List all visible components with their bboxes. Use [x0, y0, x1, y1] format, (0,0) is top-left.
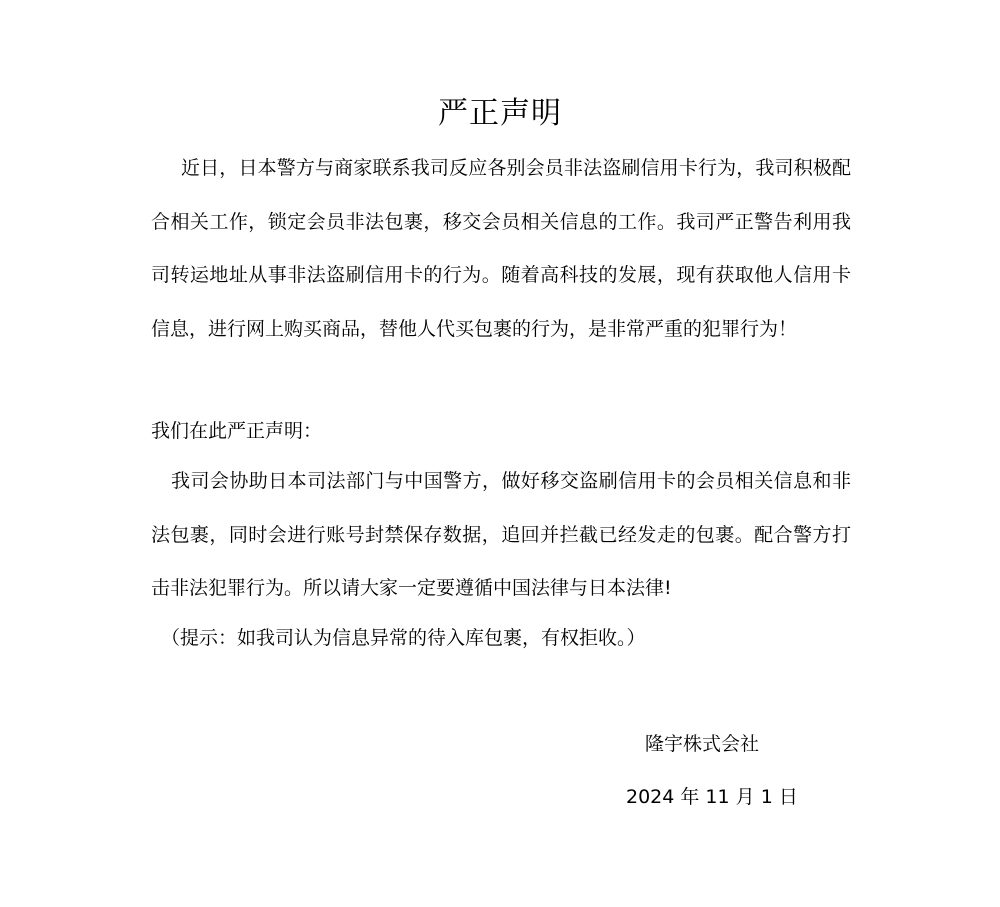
document-title: 严正声明 [438, 96, 562, 131]
statement-date: 2024 年 11 月 1 日 [626, 786, 798, 808]
paragraph-warning: 近日，日本警方与商家联系我司反应各别会员非法盗刷信用卡行为，我司积极配合相关工作，锁定会员非法包裹，移交会员相关信息的工作。我司严正警告利用我司转运地址从事非法盗刷信用卡的行为。随着高科技的发展，现有获取他人信用卡信息，进行网上购买商品，替他人代买包裹的行为，是非常严重的犯罪行为！ [151, 157, 851, 340]
paragraph-notice: （提示：如我司认为信息异常的待入库包裹，有权拒收。） [161, 627, 646, 649]
paragraph-cooperation: 我司会协助日本司法部门与中国警方，做好移交盗刷信用卡的会员相关信息和非法包裹，同时会进行账号封禁保存数据，追回并拦截已经发走的包裹。配合警方打击非法犯罪行为。所以请大家一定要遵循中国法律与日本法律! [151, 470, 851, 599]
company-signature: 隆宇株式会社 [645, 733, 760, 755]
paragraph-declaration-lead: 我们在此严正声明： [151, 420, 323, 442]
